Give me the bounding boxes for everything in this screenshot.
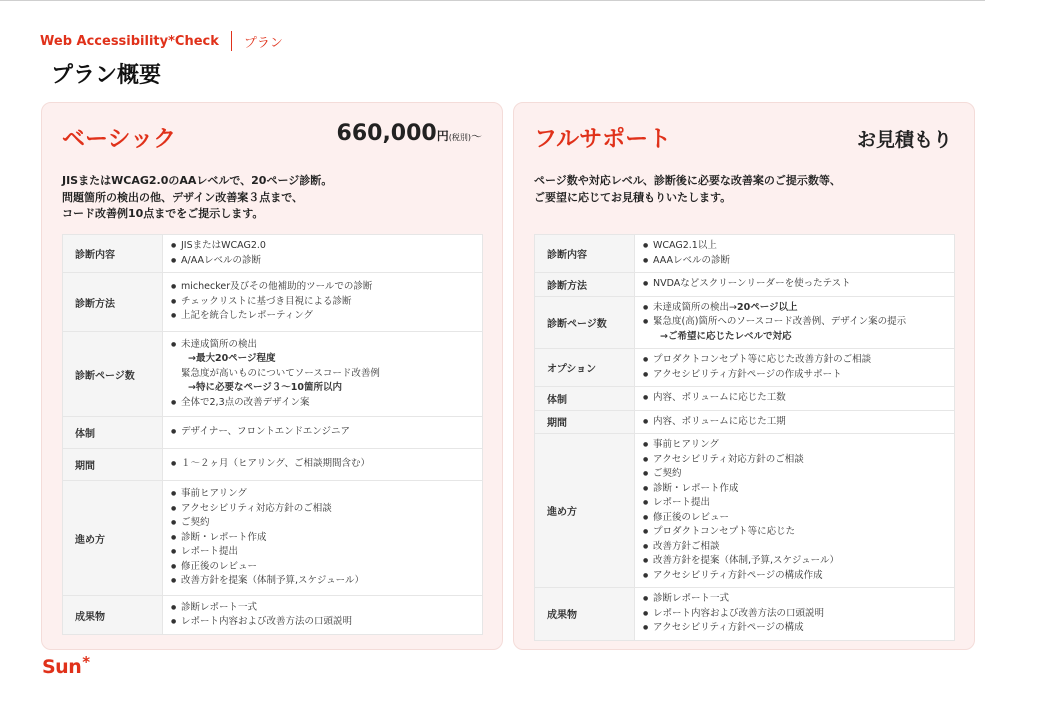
spec-item: ● 事前ヒアリング [171,487,472,502]
spec-row [535,349,955,387]
price-suffix: 〜 [471,130,482,143]
spec-row-label: 進め方 [63,481,163,596]
spec-row-label: 期間 [63,449,163,481]
plan-description [534,173,954,206]
spec-item: ● レポート内容および改善方法の口頭説明 [171,615,472,630]
plan-description [62,173,482,223]
spec-row-label: 診断ページ数 [63,332,163,417]
description-line: ご要望に応じてお見積もりいたします。 [534,190,732,204]
plan-name: ベーシック [62,126,177,152]
spec-row [535,235,955,273]
spec-item-list [171,338,472,411]
spec-item: ● 未達成箇所の検出 [171,338,472,353]
spec-row-content [163,332,483,417]
spec-row [63,481,483,596]
spec-item: ● 改善方針を提案（体制,予算,スケジュール） [643,554,944,569]
spec-item: ● アクセシビリティ方針ページの作成サポート [643,368,944,383]
spec-item: ● ご契約 [643,467,944,482]
spec-item: ● プロダクトコンセプト等に応じた改善方針のご相談 [643,353,944,368]
spec-item: ● AAAレベルの診断 [643,254,944,269]
sun-logo [42,653,91,678]
spec-row [535,387,955,411]
spec-item: ● 内容、ボリュームに応じた工数 [643,391,944,406]
spec-item-list [643,438,944,583]
description-line: コード改善例10点までをご提示します。 [62,207,264,220]
spec-item-list [171,239,472,268]
spec-item: ● 内容、ボリュームに応じた工期 [643,415,944,430]
spec-item: ● レポート提出 [643,496,944,511]
header [40,31,283,51]
spec-item: ● プロダクトコンセプト等に応じた [643,525,944,540]
logo-text: Sun [42,656,82,678]
spec-row-content [163,417,483,449]
spec-item: ● 上記を統合したレポーティング [171,309,472,324]
spec-row [535,296,955,349]
spec-row [535,273,955,297]
spec-row-label: 進め方 [535,434,635,588]
spec-item: 緊急度が高いものについてソースコード改善例 [181,367,380,379]
spec-item-list [171,601,472,630]
spec-item-list [171,280,472,324]
spec-item: ● 改善方針ご相談 [643,540,944,555]
spec-row [535,588,955,641]
spec-item: ● 診断レポート一式 [643,592,944,607]
spec-item: ● 未達成箇所の検出→20ページ以上 [643,301,944,316]
spec-item: ● アクセシビリティ方針ページの構成作成 [643,569,944,584]
spec-row [535,434,955,588]
spec-row-content [163,235,483,273]
spec-item: ● アクセシビリティ方針ページの構成 [643,621,944,636]
spec-item-list [171,487,472,589]
spec-item: ● 改善方針を提案（体制予算,スケジュール） [171,574,472,589]
spec-item-list [171,457,472,472]
spec-item-list [643,391,944,406]
spec-row [63,417,483,449]
description-line: ページ数や対応レベル、診断後に必要な改善案のご提示数等、 [534,174,841,187]
spec-item: ● WCAG2.1以上 [643,239,944,254]
spec-item: ● JISまたはWCAG2.0 [171,239,472,254]
spec-row-content [163,449,483,481]
price-unit: 円 [436,129,449,143]
spec-row-content [635,410,955,434]
spec-item: ● 診断・レポート作成 [643,482,944,497]
plan-price: お見積もり [856,129,952,151]
spec-row [63,332,483,417]
spec-item: ● michecker及びその他補助的ツールでの診断 [171,280,472,295]
spec-item: ● １〜２ヶ月（ヒアリング、ご相談期間含む） [171,457,472,472]
spec-row [63,235,483,273]
spec-row-content [635,273,955,297]
spec-item: ● デザイナー、フロントエンドエンジニア [171,425,472,440]
spec-item: ● レポート内容および改善方法の口頭説明 [643,607,944,622]
section-name: プラン [243,35,283,51]
spec-item: ● NVDAなどスクリーンリーダーを使ったテスト [643,277,944,292]
spec-item: →最大20ページ程度 [188,353,276,365]
price-amount: 660,000 [336,121,437,146]
spec-item: ● 診断・レポート作成 [171,531,472,546]
spec-item-list [643,239,944,268]
basic-plan-card [41,102,503,650]
spec-item: →ご希望に応じたレベルで対応 [660,330,792,342]
spec-row-label: 診断内容 [63,235,163,273]
spec-item: ● レポート提出 [171,545,472,560]
spec-row-label: 成果物 [63,596,163,635]
spec-item-list [643,277,944,292]
spec-row [63,596,483,635]
price-tax-note: (税別) [448,133,471,142]
plan-spec-table [62,234,483,635]
spec-item: ● 全体で2,3点の改善デザイン案 [171,396,472,411]
spec-row-label: 体制 [535,387,635,411]
full-support-plan-card [513,102,975,650]
spec-item: →特に必要なページ３〜10箇所以内 [188,382,342,394]
spec-item-list [643,592,944,636]
plan-price [337,121,482,146]
spec-item-list [643,415,944,430]
spec-item: ● 診断レポート一式 [171,601,472,616]
spec-item: ● 事前ヒアリング [643,438,944,453]
spec-item: ● A/AAレベルの診断 [171,254,472,269]
spec-row-content [635,434,955,588]
spec-row-label: 診断方法 [63,273,163,332]
top-divider [0,0,985,1]
spec-row-label: 体制 [63,417,163,449]
spec-row-content [163,596,483,635]
spec-item-list [643,301,944,345]
brand-name: Web Accessibility*Check [40,33,219,49]
spec-row-content [635,588,955,641]
spec-row-label: 診断ページ数 [535,296,635,349]
spec-row-content [635,296,955,349]
spec-row-content [163,481,483,596]
plan-spec-table [534,234,955,641]
spec-item: ● アクセシビリティ対応方針のご相談 [171,502,472,517]
header-separator [231,31,232,51]
spec-item: ● 緊急度(高)箇所へのソースコード改善例、デザイン案の提示 [643,315,944,330]
spec-row-label: 成果物 [535,588,635,641]
description-line: JISまたはWCAG2.0のAAレベルで、20ページ診断。 [62,174,333,187]
spec-row [535,410,955,434]
spec-row [63,449,483,481]
spec-item: ● 修正後のレビュー [643,511,944,526]
spec-row-label: 診断方法 [535,273,635,297]
logo-star-icon: * [82,653,91,671]
plan-name: フルサポート [534,126,672,152]
spec-item: ● 修正後のレビュー [171,560,472,575]
description-line: 問題箇所の検出の他、デザイン改善案３点まで、 [62,190,304,204]
spec-row [63,273,483,332]
spec-row-content [635,387,955,411]
spec-item: ● チェックリストに基づき目視による診断 [171,295,472,310]
spec-item: ● ご契約 [171,516,472,531]
spec-row-content [635,349,955,387]
spec-item-list [171,425,472,440]
spec-item-list [643,353,944,382]
page-title: プラン概要 [51,63,162,88]
spec-row-label: 期間 [535,410,635,434]
spec-row-content [163,273,483,332]
spec-row-label: 診断内容 [535,235,635,273]
spec-item: ● アクセシビリティ対応方針のご相談 [643,453,944,468]
spec-row-label: オプション [535,349,635,387]
spec-row-content [635,235,955,273]
